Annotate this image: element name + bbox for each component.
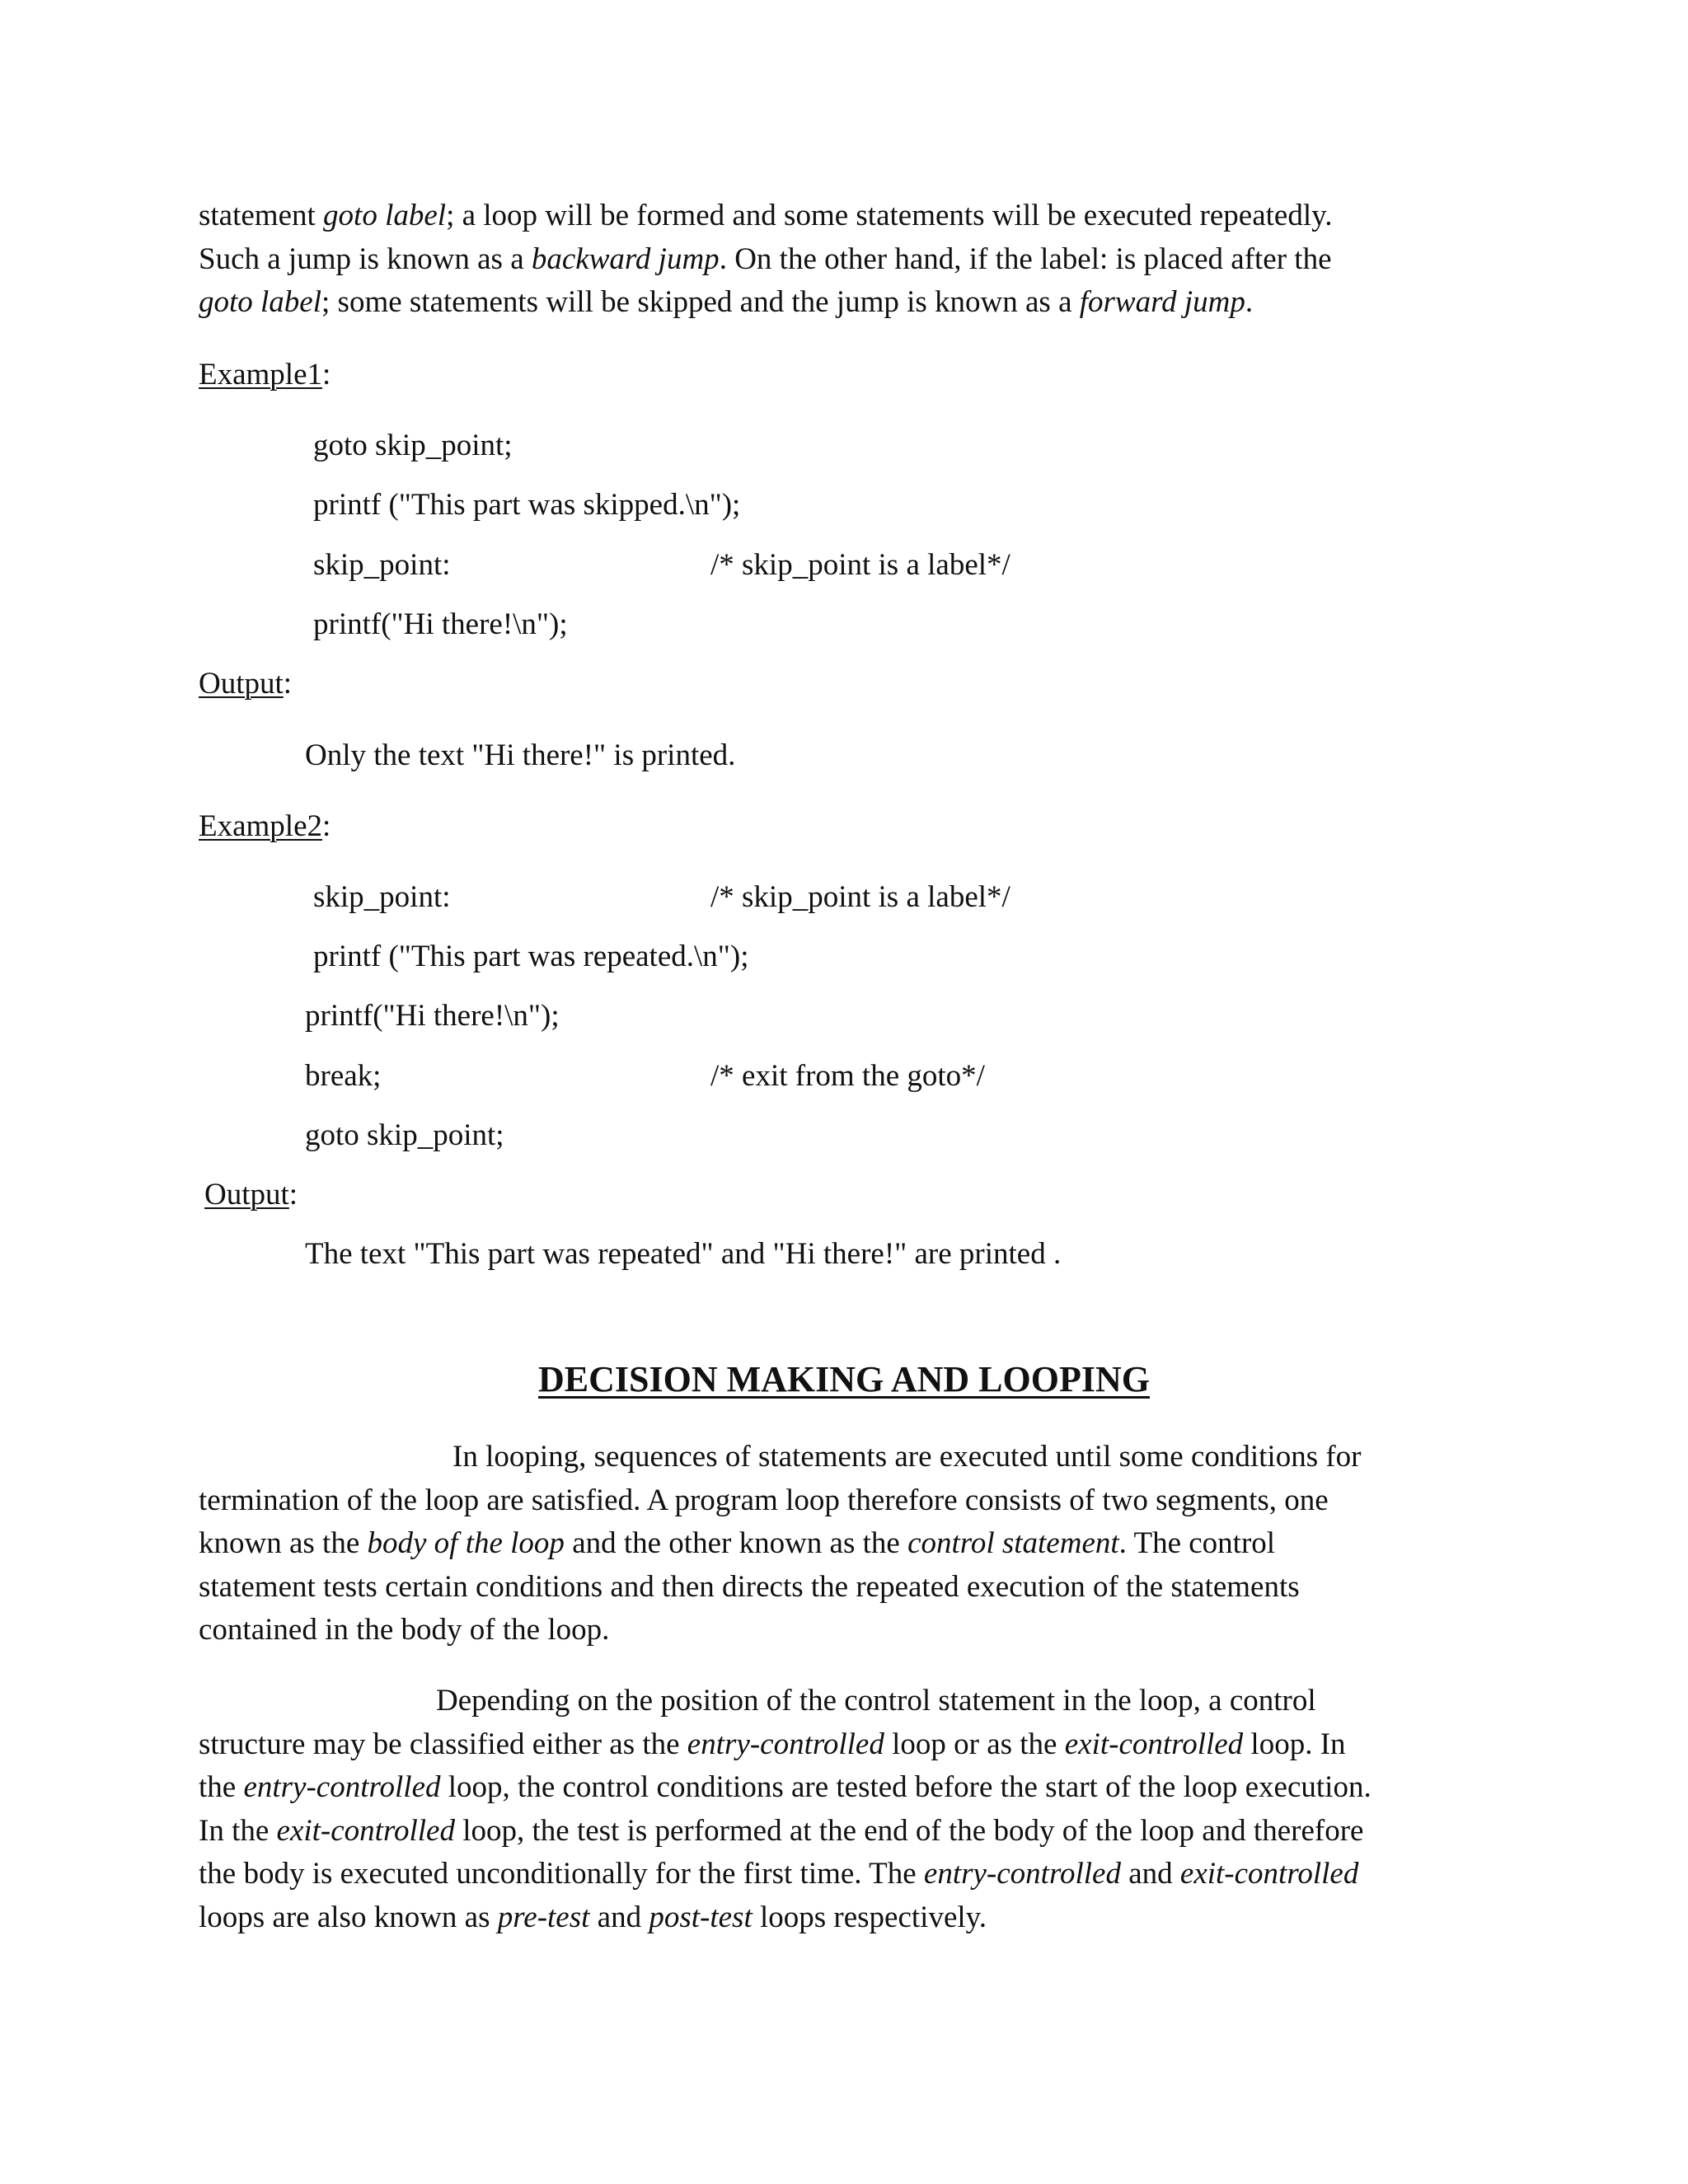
text-run: In looping, sequences of statements are executed until some conditions for bbox=[452, 1440, 1362, 1474]
example2-heading bbox=[199, 811, 331, 841]
italic-term: exit-controlled bbox=[276, 1813, 455, 1848]
p1-line-1 bbox=[199, 1436, 1501, 1479]
example1-label: Example1 bbox=[199, 358, 323, 391]
text-run: loop, the test is performed at the end of the body of the loop and therefore bbox=[454, 1813, 1364, 1848]
output-label: Output bbox=[199, 667, 284, 701]
text-run: the body is executed unconditionally for the first time. The bbox=[199, 1857, 924, 1891]
example2-code-line-4: break; bbox=[305, 1059, 382, 1093]
colon: : bbox=[283, 667, 293, 701]
text-run: In the bbox=[199, 1813, 277, 1848]
example1-output-text: Only the text "Hi there!" is printed. bbox=[305, 738, 736, 772]
text-run: statement bbox=[199, 199, 324, 232]
p2-line-5 bbox=[199, 1853, 1501, 1896]
italic-term: entry-controlled bbox=[687, 1727, 884, 1761]
text-run: termination of the loop are satisfied. A program loop therefore consists of two segments, one bbox=[199, 1483, 1329, 1517]
example2-output-text: The text "This part was repeated" and "Hi there!" are printed . bbox=[305, 1237, 1062, 1271]
italic-term: entry-controlled bbox=[243, 1770, 441, 1804]
colon: : bbox=[288, 1178, 298, 1212]
text-run: . bbox=[1245, 285, 1254, 319]
example2-code-comment-1: /* skip_point is a label*/ bbox=[710, 880, 1010, 914]
section-heading-text: DECISION MAKING AND LOOPING bbox=[538, 1359, 1150, 1399]
output-label: Output bbox=[204, 1178, 289, 1212]
example1-code-line-3: skip_point: bbox=[313, 548, 451, 582]
text-run: . The control bbox=[1118, 1526, 1276, 1560]
example1-code-line-1: goto skip_point; bbox=[313, 429, 513, 462]
italic-term: control statement bbox=[907, 1526, 1119, 1560]
intro-line-2 bbox=[199, 238, 1501, 282]
intro-line-1 bbox=[199, 194, 1501, 238]
example1-code-line-2: printf ("This part was skipped.\n"); bbox=[313, 488, 741, 522]
text-run: Depending on the position of the control statement in the loop, a control bbox=[436, 1684, 1316, 1718]
text-run: the bbox=[199, 1770, 244, 1804]
example1-code-comment: /* skip_point is a label*/ bbox=[710, 548, 1010, 582]
italic-term: goto label bbox=[323, 199, 447, 232]
p2-line-6 bbox=[199, 1896, 1501, 1940]
example2-code-line-3: printf("Hi there!\n"); bbox=[305, 999, 560, 1033]
text-run: loop, the control conditions are tested before the start of the loop execution. bbox=[440, 1770, 1372, 1804]
colon: : bbox=[322, 358, 331, 391]
text-run: known as the bbox=[199, 1526, 368, 1560]
example2-label: Example2 bbox=[199, 809, 323, 843]
p2-line-3 bbox=[199, 1766, 1501, 1810]
text-run: Such a jump is known as a bbox=[199, 241, 532, 276]
example1-code-line-4: printf("Hi there!\n"); bbox=[313, 607, 568, 641]
text-run: and bbox=[589, 1900, 649, 1934]
intro-line-3 bbox=[199, 281, 1501, 325]
italic-term: post-test bbox=[649, 1900, 753, 1934]
p1-line-4 bbox=[199, 1566, 1501, 1610]
p1-line-3 bbox=[199, 1522, 1501, 1566]
looping-paragraph-1 bbox=[199, 1436, 1501, 1652]
italic-term: forward jump bbox=[1079, 285, 1245, 319]
example2-output-heading bbox=[204, 1179, 298, 1210]
italic-term: entry-controlled bbox=[923, 1857, 1121, 1891]
example2-code-comment-2: /* exit from the goto*/ bbox=[710, 1059, 985, 1093]
p2-line-2 bbox=[199, 1723, 1501, 1767]
intro-paragraph bbox=[199, 194, 1501, 325]
text-run: contained in the body of the loop. bbox=[199, 1613, 610, 1647]
text-run: statement tests certain conditions and then directs the repeated execution of the statements bbox=[199, 1569, 1300, 1604]
italic-term: body of the loop bbox=[367, 1526, 565, 1560]
italic-term: exit-controlled bbox=[1179, 1857, 1359, 1891]
text-run: and the other known as the bbox=[564, 1526, 908, 1560]
italic-term: exit-controlled bbox=[1064, 1727, 1244, 1761]
text-run: ; some statements will be skipped and the jump is known as a bbox=[321, 285, 1080, 319]
italic-term: pre-test bbox=[497, 1900, 590, 1934]
text-run: loop. In bbox=[1243, 1727, 1346, 1761]
p1-line-5 bbox=[199, 1609, 1501, 1652]
example2-code-line-1: skip_point: bbox=[313, 880, 451, 914]
text-run: structure may be classified either as the bbox=[199, 1727, 687, 1761]
text-run: ; a loop will be formed and some statements will be executed repeatedly. bbox=[446, 199, 1333, 232]
italic-term: backward jump bbox=[531, 241, 720, 276]
text-run: and bbox=[1120, 1857, 1180, 1891]
p2-line-1 bbox=[199, 1680, 1501, 1723]
text-run: loop or as the bbox=[884, 1727, 1065, 1761]
looping-paragraph-2 bbox=[199, 1680, 1501, 1939]
text-run: . On the other hand, if the label: is placed after the bbox=[719, 241, 1332, 276]
example1-output-heading bbox=[199, 668, 292, 699]
example2-code-line-5: goto skip_point; bbox=[305, 1118, 504, 1152]
colon: : bbox=[322, 809, 331, 843]
italic-term: goto label bbox=[199, 285, 322, 319]
section-heading bbox=[0, 1361, 1688, 1398]
text-run: loops are also known as bbox=[199, 1900, 498, 1934]
text-run: loops respectively. bbox=[752, 1900, 987, 1934]
p1-line-2 bbox=[199, 1479, 1501, 1523]
p2-line-4 bbox=[199, 1810, 1501, 1854]
example1-heading bbox=[199, 359, 331, 390]
example2-code-line-2: printf ("This part was repeated.\n"); bbox=[313, 940, 749, 973]
